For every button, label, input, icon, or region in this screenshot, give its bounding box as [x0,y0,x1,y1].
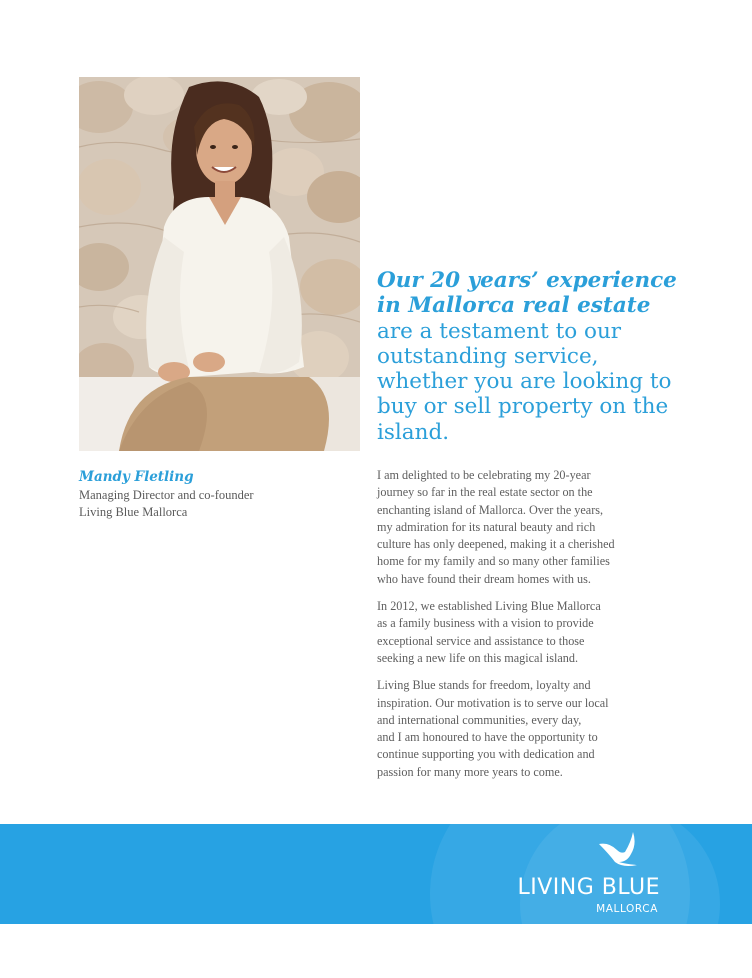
body-text [377,467,667,791]
seagull-icon [597,832,643,866]
company-name: Living Blue Mallorca [79,505,188,519]
living-blue-logo [505,832,665,920]
brand-location: MALLORCA [596,903,658,915]
brand-name: LIVING BLUE [517,875,660,900]
footer-band [0,824,752,924]
body-paragraph: Living Blue stands for freedom, loyalty and inspiration. Our motivation is to serve our local and international communities, every day, and I am honoured to have the opportunity to continue supporting you with dedication and passion for many more years to come. [377,678,609,779]
person-role: Managing Director and co-founder [79,488,254,502]
headline-rest: are a testament to our outstanding service, whether you are looking to buy or sell property on the island. [377,318,672,445]
headline [377,268,677,445]
body-paragraph: I am delighted to be celebrating my 20-year journey so far in the real estate sector on the enchanting island of Mallorca. Over the years, my admiration for its natural beauty and rich culture has only deepened, making it a cherished home for my family and so many other families who have found their dream homes with us. [377,468,615,586]
body-paragraph: In 2012, we established Living Blue Mallorca as a family business with a vision to provide exceptional service and assistance to those seeking a new life on this magical island. [377,599,601,665]
headline-emphasis: Our 20 years’ experience in Mallorca real estate [377,268,677,319]
photo-caption [79,468,339,521]
person-name: Mandy Fletling [79,469,194,485]
portrait-photo [79,77,360,451]
